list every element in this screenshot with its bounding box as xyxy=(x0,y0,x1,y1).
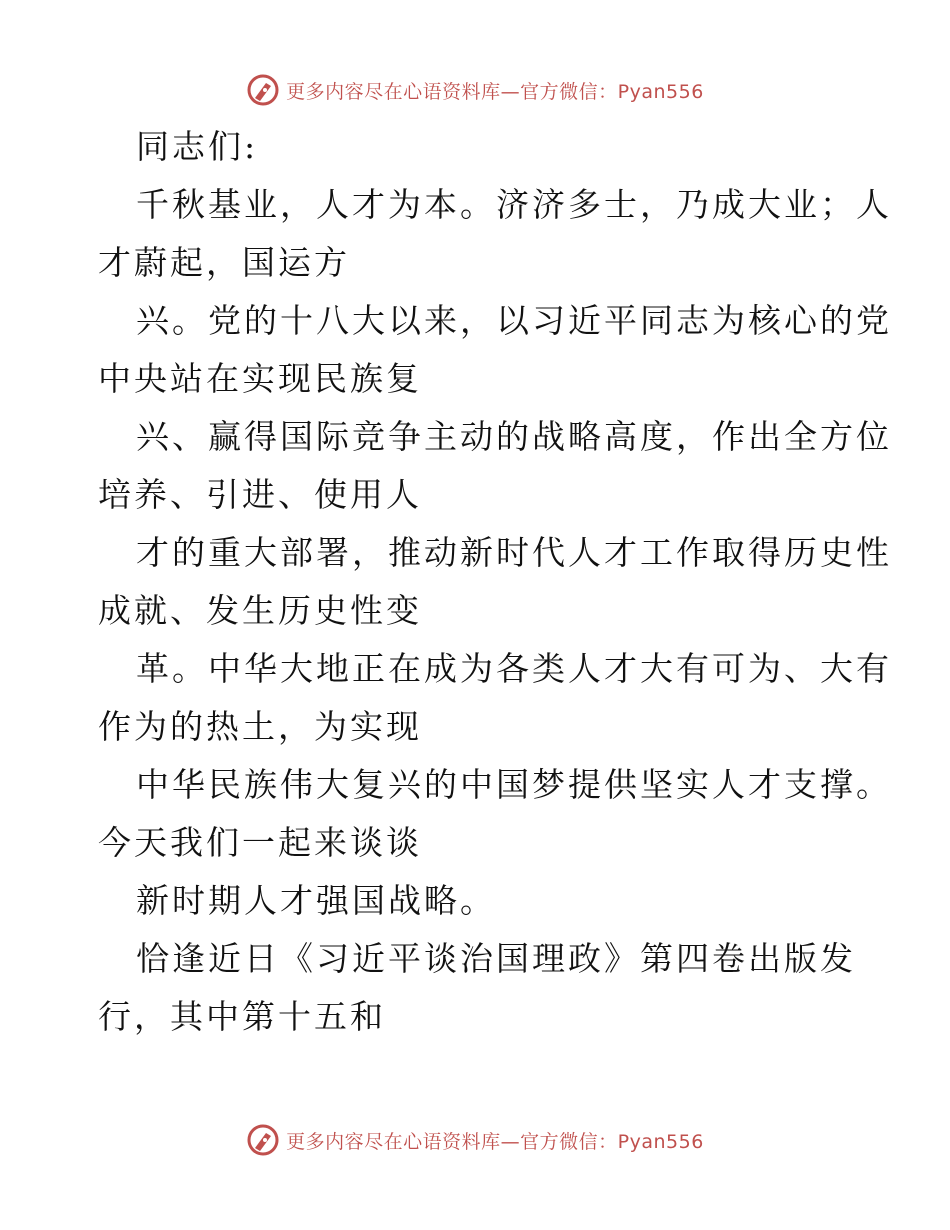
document-line: 革。中华大地正在成为各类人才大有可为、大有 xyxy=(136,649,892,688)
header-banner xyxy=(0,68,950,112)
document-line: 今天我们一起来谈谈 xyxy=(98,823,422,862)
document-line: 才的重大部署，推动新时代人才工作取得历史性 xyxy=(136,533,892,572)
document-line: 中央站在实现民族复 xyxy=(98,359,422,398)
pen-nib-logo-icon xyxy=(246,1123,280,1157)
document-line: 恰逢近日《习近平谈治国理政》第四卷出版发 xyxy=(136,939,856,978)
header-text: 更多内容尽在心语资料库—官方微信：Pyan556 xyxy=(286,80,704,103)
document-body xyxy=(98,118,892,1046)
pen-nib-logo-icon xyxy=(246,73,280,107)
document-line: 新时期人才强国战略。 xyxy=(136,881,496,920)
document-line: 培养、引进、使用人 xyxy=(98,475,422,514)
footer-text: 更多内容尽在心语资料库—官方微信：Pyan556 xyxy=(286,1130,704,1153)
document-line: 兴、赢得国际竞争主动的战略高度，作出全方位 xyxy=(136,417,892,456)
document-line: 同志们: xyxy=(136,127,259,166)
footer-banner xyxy=(0,1118,950,1162)
document-line: 行，其中第十五和 xyxy=(98,997,386,1036)
document-line: 作为的热土，为实现 xyxy=(98,707,422,746)
document-line: 千秋基业，人才为本。济济多士，乃成大业；人 xyxy=(136,185,892,224)
document-line: 兴。党的十八大以来，以习近平同志为核心的党 xyxy=(136,301,892,340)
document-line: 中华民族伟大复兴的中国梦提供坚实人才支撑。 xyxy=(136,765,892,804)
document-line: 才蔚起，国运方 xyxy=(98,243,350,282)
document-line: 成就、发生历史性变 xyxy=(98,591,422,630)
